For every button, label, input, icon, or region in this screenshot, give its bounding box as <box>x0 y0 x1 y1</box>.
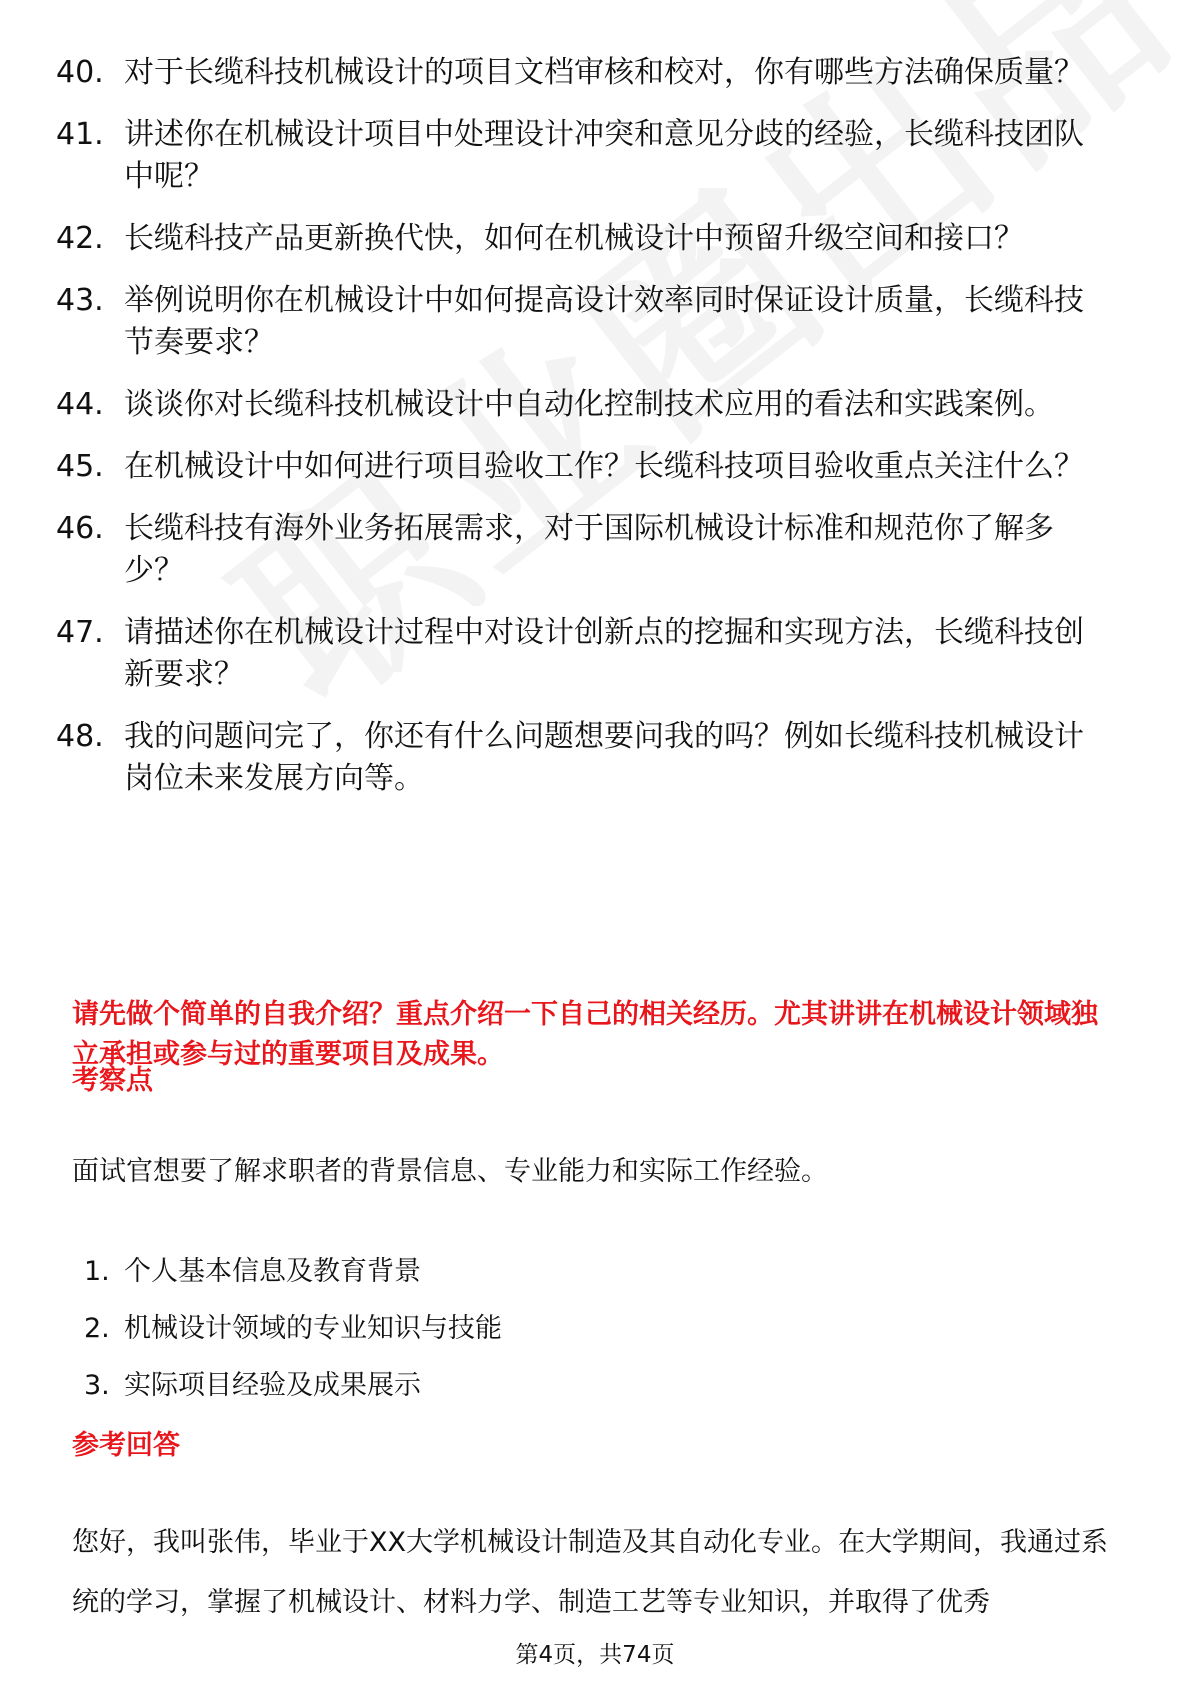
question-number: 43. <box>56 283 104 318</box>
focus-point-text: 实际项目经验及成果展示 <box>124 1370 421 1401</box>
question-number: 42. <box>56 221 104 256</box>
answer-section-title: 参考回答 <box>72 1430 180 1461</box>
question-number: 40. <box>56 55 104 90</box>
focus-point <box>84 1310 1084 1367</box>
focus-intro: 面试官想要了解求职者的背景信息、专业能力和实际工作经验。 <box>72 1156 828 1187</box>
question-text: 讲述你在机械设计项目中处理设计冲突和意见分歧的经验，长缆科技团队中呢？ <box>124 117 1084 194</box>
focus-point-text: 机械设计领域的专业知识与技能 <box>124 1313 502 1344</box>
focus-section-title: 考察点 <box>72 1065 153 1096</box>
question-text: 对于长缆科技机械设计的项目文档审核和校对，你有哪些方法确保质量？ <box>124 55 1084 90</box>
focus-point <box>84 1253 1084 1310</box>
focus-point-number: 2. <box>84 1313 110 1344</box>
question-number: 48. <box>56 719 104 754</box>
focus-points-list <box>84 1253 1084 1424</box>
focus-point-text: 个人基本信息及教育背景 <box>124 1256 421 1287</box>
question-text: 我的问题问完了，你还有什么问题想要问我的吗？例如长缆科技机械设计岗位未来发展方向等。 <box>124 719 1084 796</box>
focus-point <box>84 1367 1084 1424</box>
question-text: 长缆科技有海外业务拓展需求，对于国际机械设计标准和规范你了解多少？ <box>124 511 1054 588</box>
question-item <box>56 508 1106 592</box>
focus-point-number: 3. <box>84 1370 110 1401</box>
question-list <box>56 52 1106 820</box>
question-item <box>56 52 1106 94</box>
question-item <box>56 612 1106 696</box>
question-item <box>56 218 1106 260</box>
question-number: 45. <box>56 449 104 484</box>
question-item <box>56 384 1106 426</box>
question-text: 长缆科技产品更新换代快，如何在机械设计中预留升级空间和接口？ <box>124 221 1024 256</box>
question-text: 请描述你在机械设计过程中对设计创新点的挖掘和实现方法，长缆科技创新要求？ <box>124 615 1084 692</box>
page-footer: 第4页，共74页 <box>515 1642 675 1668</box>
question-text: 在机械设计中如何进行项目验收工作？长缆科技项目验收重点关注什么？ <box>124 449 1084 484</box>
question-number: 46. <box>56 511 104 546</box>
question-number: 44. <box>56 387 104 422</box>
focus-point-number: 1. <box>84 1256 110 1287</box>
question-text: 谈谈你对长缆科技机械设计中自动化控制技术应用的看法和实践案例。 <box>124 387 1054 422</box>
question-item <box>56 446 1106 488</box>
question-item <box>56 280 1106 364</box>
question-text: 举例说明你在机械设计中如何提高设计效率同时保证设计质量，长缆科技节奏要求？ <box>124 283 1084 360</box>
question-number: 41. <box>56 117 104 152</box>
featured-question: 请先做个简单的自我介绍？重点介绍一下自己的相关经历。尤其讲讲在机械设计领域独立承担或参与过的重要项目及成果。 <box>72 999 1098 1070</box>
question-item <box>56 716 1106 800</box>
question-item <box>56 114 1106 198</box>
question-number: 47. <box>56 615 104 650</box>
answer-text: 您好，我叫张伟，毕业于XX大学机械设计制造及其自动化专业。在大学期间，我通过系统的学习，掌握了机械设计、材料力学、制造工艺等专业知识，并取得了优秀 <box>72 1527 1108 1618</box>
